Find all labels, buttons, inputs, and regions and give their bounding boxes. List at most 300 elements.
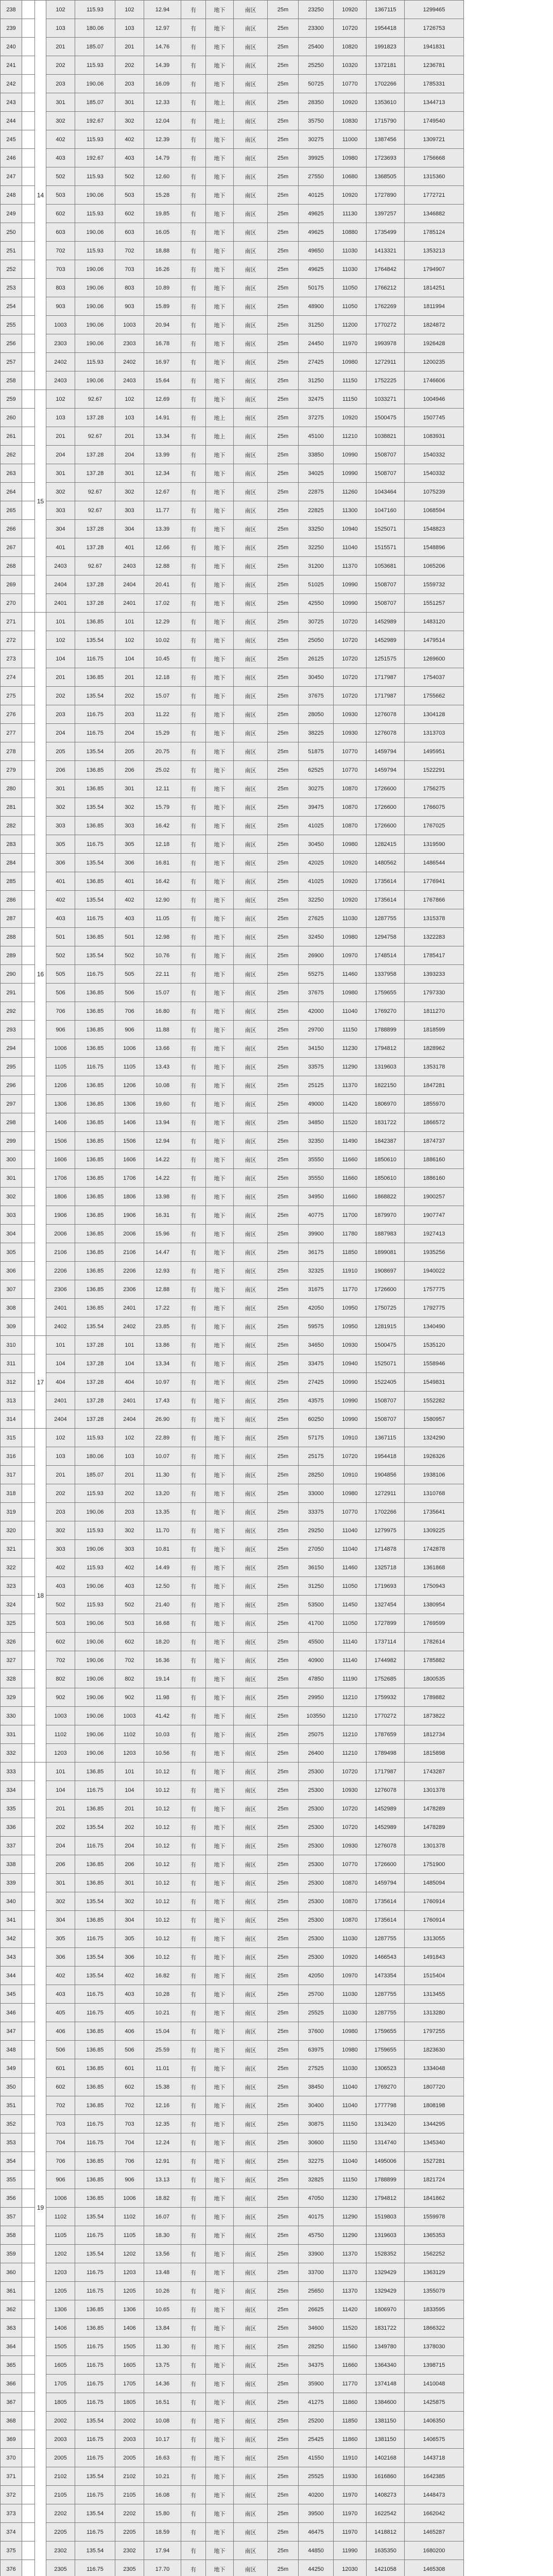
house-price: 1759932	[367, 1688, 405, 1707]
unit-number: 1906	[46, 1206, 75, 1225]
parking-size: 25m	[268, 501, 299, 520]
house-price: 1364340	[367, 2356, 405, 2375]
table-row	[1, 1540, 553, 1558]
parking-size: 25m	[268, 1688, 299, 1707]
unit-number: 202	[46, 1818, 75, 1837]
parking-area: 14.91	[144, 409, 181, 427]
parking-size: 25m	[268, 1503, 299, 1521]
table-row	[1, 2300, 553, 2319]
blank-cell	[22, 1076, 35, 1095]
storage-flag: 有	[181, 297, 206, 316]
blank-cell	[22, 1021, 35, 1039]
district: 南区	[234, 1762, 268, 1781]
total-price: 1393233	[405, 965, 464, 984]
row-number: 240	[1, 38, 22, 56]
storage-flag: 有	[181, 2282, 206, 2300]
district: 南区	[234, 112, 268, 130]
unit-number-2: 502	[115, 946, 144, 965]
area: 136.85	[75, 1150, 115, 1169]
unit-price: 11030	[334, 2059, 367, 2078]
table-row	[1, 371, 553, 390]
unit-number-2: 304	[115, 1911, 144, 1929]
area: 190.06	[75, 223, 115, 242]
district: 南区	[234, 149, 268, 167]
house-price: 1887983	[367, 1225, 405, 1243]
table-row	[1, 2282, 553, 2300]
unit-number: 301	[46, 779, 75, 798]
storage-flag: 有	[181, 167, 206, 186]
district: 南区	[234, 93, 268, 112]
unit-number-2: 402	[115, 1558, 144, 1577]
district: 南区	[234, 1855, 268, 1874]
table-row	[1, 334, 553, 353]
district: 南区	[234, 835, 268, 854]
unit-number: 102	[46, 390, 75, 409]
area: 137.28	[75, 520, 115, 538]
blank-cell	[22, 1336, 35, 1354]
parking-area: 11.01	[144, 2059, 181, 2078]
blank-cell	[22, 928, 35, 946]
parking-price: 32250	[299, 891, 334, 909]
parking-size: 25m	[268, 93, 299, 112]
area: 116.75	[75, 1781, 115, 1800]
row-number: 252	[1, 260, 22, 279]
house-price: 1727890	[367, 186, 405, 205]
blank-cell	[22, 2004, 35, 2022]
blank-cell	[22, 1762, 35, 1781]
unit-price: 10720	[334, 650, 367, 668]
unit-number: 404	[46, 1373, 75, 1392]
parking-type: 地下	[206, 1, 234, 19]
area: 137.28	[75, 446, 115, 464]
district: 南区	[234, 167, 268, 186]
blank-cell	[22, 1558, 35, 1577]
district: 南区	[234, 2356, 268, 2375]
parking-area: 16.36	[144, 1651, 181, 1670]
parking-type: 地下	[206, 520, 234, 538]
district: 南区	[234, 2041, 268, 2059]
row-number: 276	[1, 705, 22, 724]
parking-area: 16.68	[144, 1614, 181, 1633]
unit-price: 10920	[334, 891, 367, 909]
area: 136.85	[75, 1911, 115, 1929]
unit-number-2: 203	[115, 705, 144, 724]
unit-number-2: 303	[115, 1540, 144, 1558]
total-price: 1507745	[405, 409, 464, 427]
parking-type: 地下	[206, 817, 234, 835]
blank-cell	[22, 2226, 35, 2245]
district: 南区	[234, 705, 268, 724]
unit-number: 102	[46, 1429, 75, 1447]
storage-flag: 有	[181, 1, 206, 19]
storage-flag: 有	[181, 2133, 206, 2152]
storage-flag: 有	[181, 2078, 206, 2096]
table-row	[1, 1855, 553, 1874]
blank-cell	[22, 2300, 35, 2319]
table-row	[1, 965, 553, 984]
unit-number-2: 303	[115, 817, 144, 835]
parking-type: 地下	[206, 1744, 234, 1762]
unit-price: 11910	[334, 2449, 367, 2467]
parking-size: 25m	[268, 2115, 299, 2133]
unit-number-2: 2006	[115, 1225, 144, 1243]
area: 137.28	[75, 1354, 115, 1373]
parking-area: 13.86	[144, 1336, 181, 1354]
table-row	[1, 390, 553, 409]
parking-price: 30275	[299, 779, 334, 798]
area: 136.85	[75, 2022, 115, 2041]
storage-flag: 有	[181, 1021, 206, 1039]
parking-size: 25m	[268, 130, 299, 149]
unit-price: 11150	[334, 2115, 367, 2133]
parking-size: 25m	[268, 260, 299, 279]
district: 南区	[234, 724, 268, 742]
house-price: 1452989	[367, 613, 405, 631]
unit-number: 2402	[46, 1317, 75, 1336]
table-row	[1, 798, 553, 817]
unit-number: 2306	[46, 1280, 75, 1299]
parking-price: 49650	[299, 242, 334, 260]
parking-price: 35900	[299, 2375, 334, 2393]
total-price: 1767025	[405, 817, 464, 835]
storage-flag: 有	[181, 854, 206, 872]
storage-flag: 有	[181, 631, 206, 650]
parking-area: 15.28	[144, 186, 181, 205]
area: 190.06	[75, 1503, 115, 1521]
table-row	[1, 38, 553, 56]
parking-area: 10.89	[144, 279, 181, 297]
table-row	[1, 1651, 553, 1670]
row-number: 273	[1, 650, 22, 668]
unit-price: 11850	[334, 2412, 367, 2430]
table-row	[1, 464, 553, 483]
unit-price: 10990	[334, 1373, 367, 1392]
table-row	[1, 520, 553, 538]
unit-number-2: 602	[115, 2078, 144, 2096]
parking-price: 25525	[299, 2004, 334, 2022]
unit-price: 11420	[334, 1095, 367, 1113]
house-price: 1770272	[367, 1707, 405, 1725]
row-number: 248	[1, 186, 22, 205]
unit-number: 2403	[46, 371, 75, 390]
parking-type: 地下	[206, 650, 234, 668]
parking-type: 地下	[206, 483, 234, 501]
area: 185.07	[75, 1466, 115, 1484]
storage-flag: 有	[181, 1484, 206, 1503]
total-price: 1935256	[405, 1243, 464, 1262]
blank-cell	[22, 1633, 35, 1651]
parking-area: 10.81	[144, 1540, 181, 1558]
area: 136.85	[75, 2041, 115, 2059]
house-price: 1402168	[367, 2449, 405, 2467]
parking-size: 25m	[268, 1373, 299, 1392]
house-price: 1349780	[367, 2337, 405, 2356]
storage-flag: 有	[181, 409, 206, 427]
unit-number: 206	[46, 1855, 75, 1874]
unit-price: 11420	[334, 2300, 367, 2319]
row-number: 343	[1, 1948, 22, 1967]
parking-type: 地下	[206, 1558, 234, 1577]
table-row	[1, 1150, 553, 1169]
parking-price: 25175	[299, 1447, 334, 1466]
table-row	[1, 1132, 553, 1150]
parking-type: 地下	[206, 2133, 234, 2152]
total-price: 1353213	[405, 242, 464, 260]
unit-price: 11030	[334, 1929, 367, 1948]
area: 115.93	[75, 205, 115, 223]
parking-price: 25300	[299, 1855, 334, 1874]
parking-price: 32350	[299, 1132, 334, 1150]
table-row	[1, 1169, 553, 1188]
unit-number-2: 401	[115, 872, 144, 891]
parking-price: 42550	[299, 594, 334, 613]
unit-number: 402	[46, 1558, 75, 1577]
storage-flag: 有	[181, 1299, 206, 1317]
unit-number-2: 2305	[115, 2560, 144, 2576]
parking-area: 22.11	[144, 965, 181, 984]
parking-price: 27625	[299, 909, 334, 928]
parking-area: 12.29	[144, 613, 181, 631]
row-number: 259	[1, 390, 22, 409]
unit-price: 10680	[334, 167, 367, 186]
storage-flag: 有	[181, 538, 206, 557]
unit-number-2: 2401	[115, 1299, 144, 1317]
parking-type: 地下	[206, 1614, 234, 1633]
house-price: 1717987	[367, 1762, 405, 1781]
parking-area: 12.24	[144, 2133, 181, 2152]
unit-price: 10720	[334, 1447, 367, 1466]
parking-area: 10.12	[144, 1874, 181, 1892]
row-number: 282	[1, 817, 22, 835]
table-row	[1, 1262, 553, 1280]
storage-flag: 有	[181, 1410, 206, 1429]
total-price: 1750943	[405, 1577, 464, 1596]
parking-type: 地下	[206, 2171, 234, 2189]
parking-size: 25m	[268, 2375, 299, 2393]
unit-number-2: 1206	[115, 1076, 144, 1095]
parking-type: 地下	[206, 260, 234, 279]
unit-price: 11150	[334, 2171, 367, 2189]
total-price: 1485094	[405, 1874, 464, 1892]
parking-price: 33250	[299, 520, 334, 538]
area: 192.67	[75, 149, 115, 167]
area: 116.75	[75, 2282, 115, 2300]
house-price: 1272911	[367, 1484, 405, 1503]
unit-number-2: 1105	[115, 1058, 144, 1076]
blank-cell	[22, 742, 35, 761]
unit-number-2: 1505	[115, 2337, 144, 2356]
unit-price: 10970	[334, 946, 367, 965]
table-row	[1, 557, 553, 575]
row-number: 349	[1, 2059, 22, 2078]
parking-area: 10.12	[144, 1892, 181, 1911]
unit-number: 505	[46, 965, 75, 984]
parking-size: 25m	[268, 928, 299, 946]
total-price: 1334048	[405, 2059, 464, 2078]
parking-price: 49625	[299, 223, 334, 242]
unit-number-2: 303	[115, 501, 144, 520]
storage-flag: 有	[181, 427, 206, 446]
parking-price: 39475	[299, 798, 334, 817]
parking-type: 地下	[206, 2375, 234, 2393]
house-price: 1726600	[367, 817, 405, 835]
storage-flag: 有	[181, 1596, 206, 1614]
district: 南区	[234, 1911, 268, 1929]
unit-number-2: 203	[115, 1503, 144, 1521]
house-price: 1508707	[367, 464, 405, 483]
parking-price: 33850	[299, 446, 334, 464]
parking-size: 25m	[268, 1002, 299, 1021]
parking-size: 25m	[268, 965, 299, 984]
total-price: 1794907	[405, 260, 464, 279]
parking-price: 28250	[299, 1466, 334, 1484]
table-row	[1, 2337, 553, 2356]
unit-number: 306	[46, 1948, 75, 1967]
house-price: 1279975	[367, 1521, 405, 1540]
unit-number: 1306	[46, 1095, 75, 1113]
table-row	[1, 1484, 553, 1503]
parking-type: 地下	[206, 1911, 234, 1929]
parking-size: 25m	[268, 223, 299, 242]
unit-number: 201	[46, 668, 75, 687]
parking-type: 地下	[206, 2115, 234, 2133]
parking-size: 25m	[268, 2226, 299, 2245]
row-number: 256	[1, 334, 22, 353]
district: 南区	[234, 1503, 268, 1521]
parking-type: 地下	[206, 2096, 234, 2115]
row-number: 353	[1, 2133, 22, 2152]
unit-price: 11210	[334, 1725, 367, 1744]
house-price: 1842387	[367, 1132, 405, 1150]
total-price: 1818599	[405, 1021, 464, 1039]
parking-price: 34950	[299, 1188, 334, 1206]
unit-number-2: 306	[115, 854, 144, 872]
parking-area: 10.12	[144, 1855, 181, 1874]
parking-type: 地下	[206, 891, 234, 909]
unit-number: 501	[46, 928, 75, 946]
unit-price: 10880	[334, 223, 367, 242]
parking-price: 31675	[299, 1280, 334, 1299]
row-number: 246	[1, 149, 22, 167]
area: 136.85	[75, 668, 115, 687]
unit-number-2: 903	[115, 297, 144, 316]
total-price: 1812734	[405, 1725, 464, 1744]
storage-flag: 有	[181, 2560, 206, 2576]
unit-price: 10920	[334, 1948, 367, 1967]
total-price: 1269600	[405, 650, 464, 668]
unit-price: 11970	[334, 2504, 367, 2523]
house-price: 1287755	[367, 1929, 405, 1948]
total-price: 1406350	[405, 2412, 464, 2430]
parking-type: 地下	[206, 965, 234, 984]
unit-number: 2402	[46, 353, 75, 371]
unit-price: 10940	[334, 1354, 367, 1373]
unit-price: 10930	[334, 1336, 367, 1354]
house-price: 1715790	[367, 112, 405, 130]
total-price: 1535120	[405, 1336, 464, 1354]
unit-number-2: 204	[115, 446, 144, 464]
area: 136.85	[75, 2319, 115, 2337]
parking-area: 12.88	[144, 557, 181, 575]
blank-cell	[22, 1985, 35, 2004]
district: 南区	[234, 1392, 268, 1410]
area: 137.28	[75, 1410, 115, 1429]
house-price: 1276078	[367, 1781, 405, 1800]
storage-flag: 有	[181, 1336, 206, 1354]
parking-price: 41275	[299, 2393, 334, 2412]
unit-price: 10320	[334, 56, 367, 75]
unit-number-2: 304	[115, 520, 144, 538]
parking-type: 地下	[206, 2356, 234, 2375]
parking-area: 19.60	[144, 1095, 181, 1113]
parking-size: 25m	[268, 1206, 299, 1225]
row-number: 366	[1, 2375, 22, 2393]
unit-number: 2404	[46, 1410, 75, 1429]
parking-type: 地下	[206, 613, 234, 631]
unit-price: 10920	[334, 872, 367, 891]
row-number: 332	[1, 1744, 22, 1762]
blank-cell	[22, 316, 35, 334]
parking-area: 12.18	[144, 835, 181, 854]
district: 南区	[234, 334, 268, 353]
parking-area: 12.39	[144, 130, 181, 149]
unit-number-2: 506	[115, 984, 144, 1002]
parking-price: 36150	[299, 1558, 334, 1577]
total-price: 1236781	[405, 56, 464, 75]
area: 115.93	[75, 130, 115, 149]
unit-price: 10720	[334, 19, 367, 38]
parking-price: 37675	[299, 984, 334, 1002]
table-row	[1, 1725, 553, 1744]
table-row	[1, 2393, 553, 2412]
parking-size: 25m	[268, 483, 299, 501]
row-number: 258	[1, 371, 22, 390]
parking-price: 59575	[299, 1317, 334, 1336]
parking-price: 34650	[299, 1336, 334, 1354]
parking-price: 33575	[299, 1058, 334, 1076]
building-number: 18	[35, 1429, 46, 1762]
storage-flag: 有	[181, 1188, 206, 1206]
district: 南区	[234, 2263, 268, 2282]
blank-cell	[22, 427, 35, 446]
house-price: 1306523	[367, 2059, 405, 2078]
parking-type: 地下	[206, 1410, 234, 1429]
total-price: 1756668	[405, 149, 464, 167]
parking-size: 25m	[268, 2152, 299, 2171]
unit-number: 502	[46, 167, 75, 186]
house-price: 1421058	[367, 2560, 405, 2576]
unit-number: 602	[46, 2078, 75, 2096]
house-price: 1367115	[367, 1, 405, 19]
table-row	[1, 1317, 553, 1336]
unit-price: 11030	[334, 2004, 367, 2022]
parking-size: 25m	[268, 2133, 299, 2152]
total-price: 1479514	[405, 631, 464, 650]
parking-size: 25m	[268, 2041, 299, 2059]
unit-number: 1105	[46, 1058, 75, 1076]
parking-size: 25m	[268, 1076, 299, 1095]
parking-area: 16.80	[144, 1002, 181, 1021]
table-row	[1, 130, 553, 149]
parking-area: 15.89	[144, 297, 181, 316]
unit-price: 10980	[334, 928, 367, 946]
unit-price: 10770	[334, 761, 367, 779]
blank-cell	[22, 2337, 35, 2356]
table-row	[1, 501, 553, 520]
house-price: 1368505	[367, 167, 405, 186]
blank-cell	[22, 761, 35, 779]
house-price: 1723693	[367, 149, 405, 167]
